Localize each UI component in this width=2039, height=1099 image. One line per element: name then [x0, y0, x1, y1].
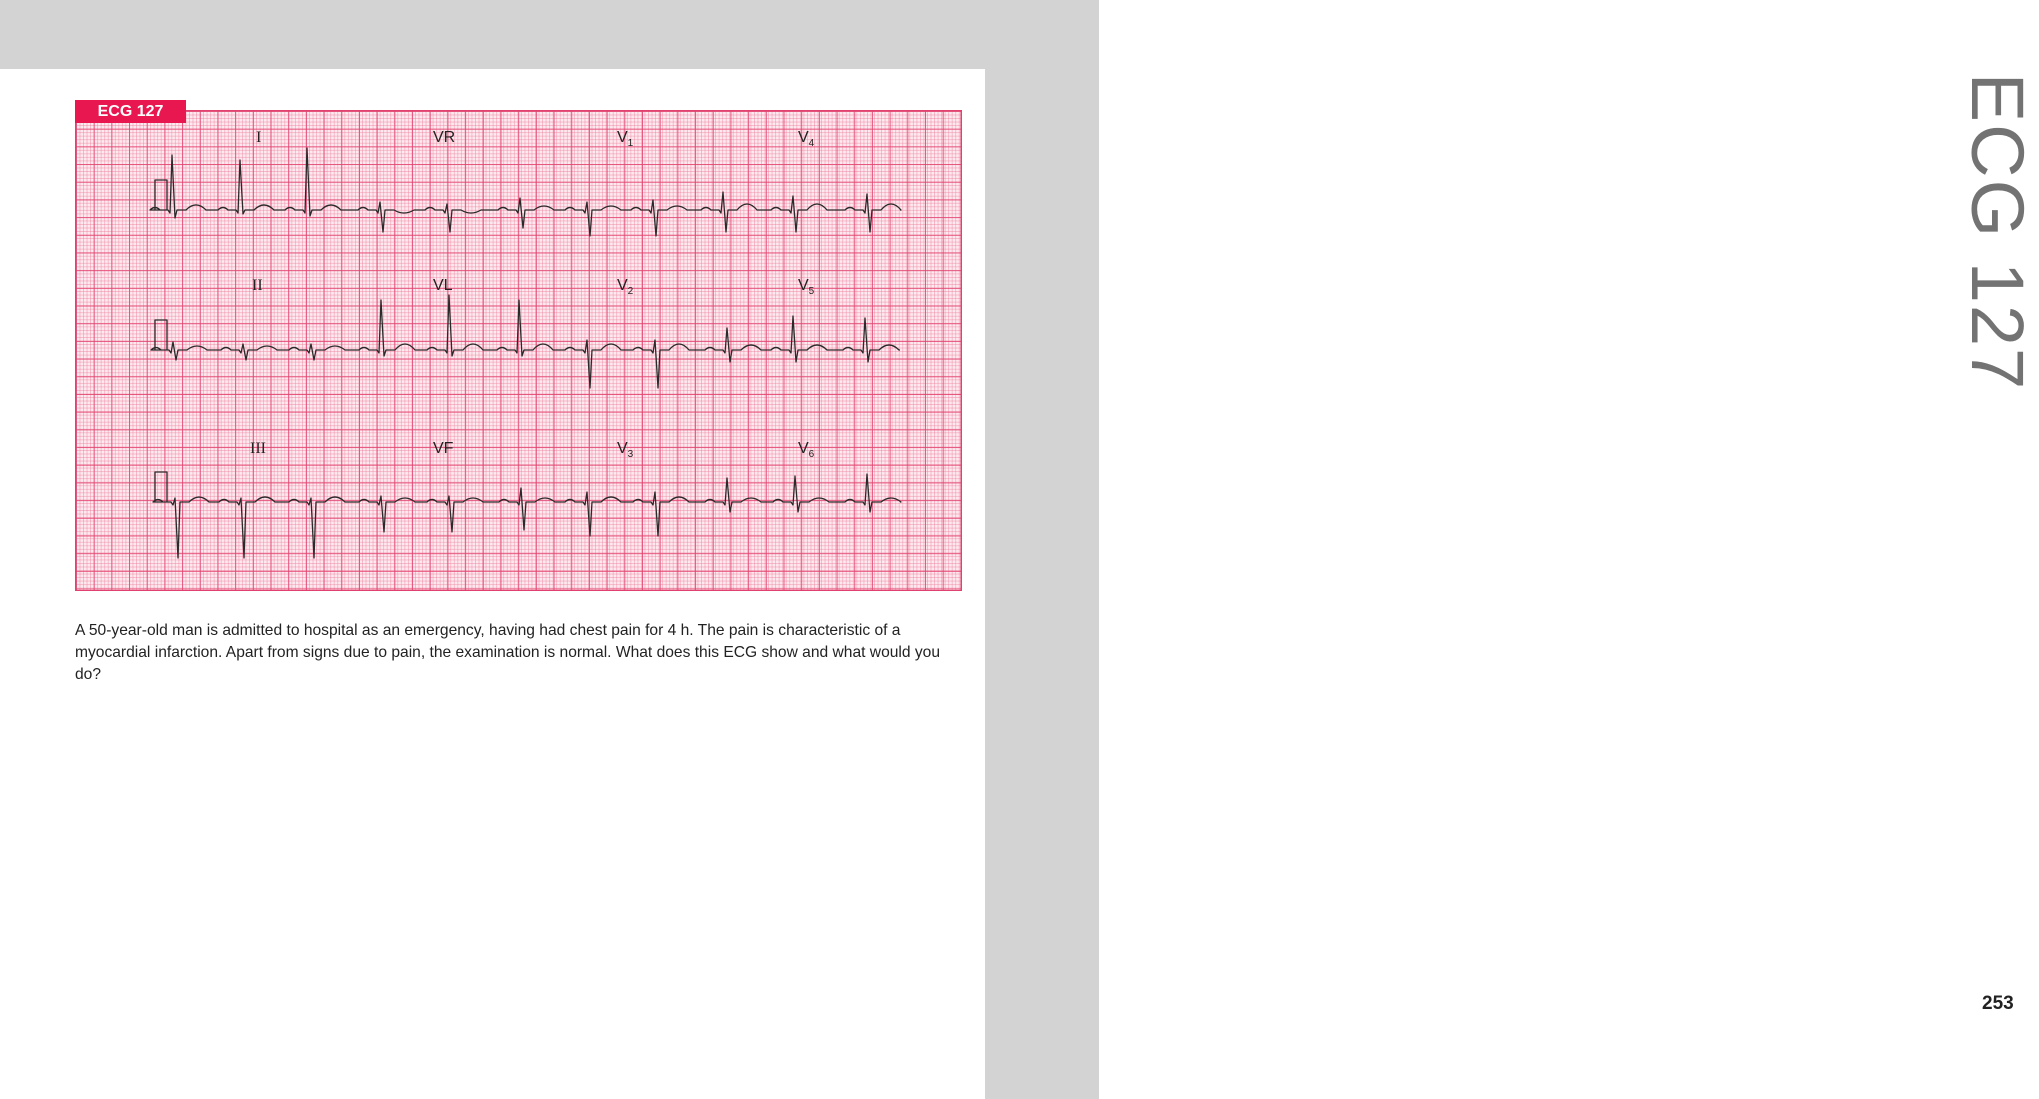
ecg-tag: ECG 127 [75, 100, 186, 123]
lead-label-VR: VR [433, 129, 456, 146]
side-band [985, 0, 2039, 1099]
page-header-band [0, 0, 1099, 69]
side-title: ECG 127 [1956, 72, 2039, 392]
lead-label-I: I [256, 129, 262, 146]
ecg-trace-row [150, 148, 901, 236]
lead-label-VL: VL [433, 277, 453, 294]
question-text: A 50-year-old man is admitted to hospital as an emergency, having had chest pain for 4 h. The pain is characteristic of a myocardial infarction. Apart from signs due to pain, the examination is normal. What does this ECG show and what would you do? [75, 622, 941, 683]
lead-label-III: III [250, 440, 266, 457]
lead-label-II: II [252, 277, 263, 294]
lead-label-V3: $V_3$ [617, 440, 634, 461]
ecg-trace-row [151, 295, 900, 388]
lead-label-V2: $V_2$ [617, 277, 634, 298]
lead-label-VF: VF [433, 440, 454, 457]
lead-label-V4: $V_4$ [798, 129, 815, 150]
ecg-trace-area [75, 110, 962, 591]
lead-label-V1: $V_1$ [617, 129, 634, 150]
lead-label-V5: $V_5$ [798, 277, 815, 298]
page-number: 253 [1982, 993, 2014, 1014]
lead-label-V6: $V_6$ [798, 440, 815, 461]
ecg-trace-row [153, 472, 901, 558]
